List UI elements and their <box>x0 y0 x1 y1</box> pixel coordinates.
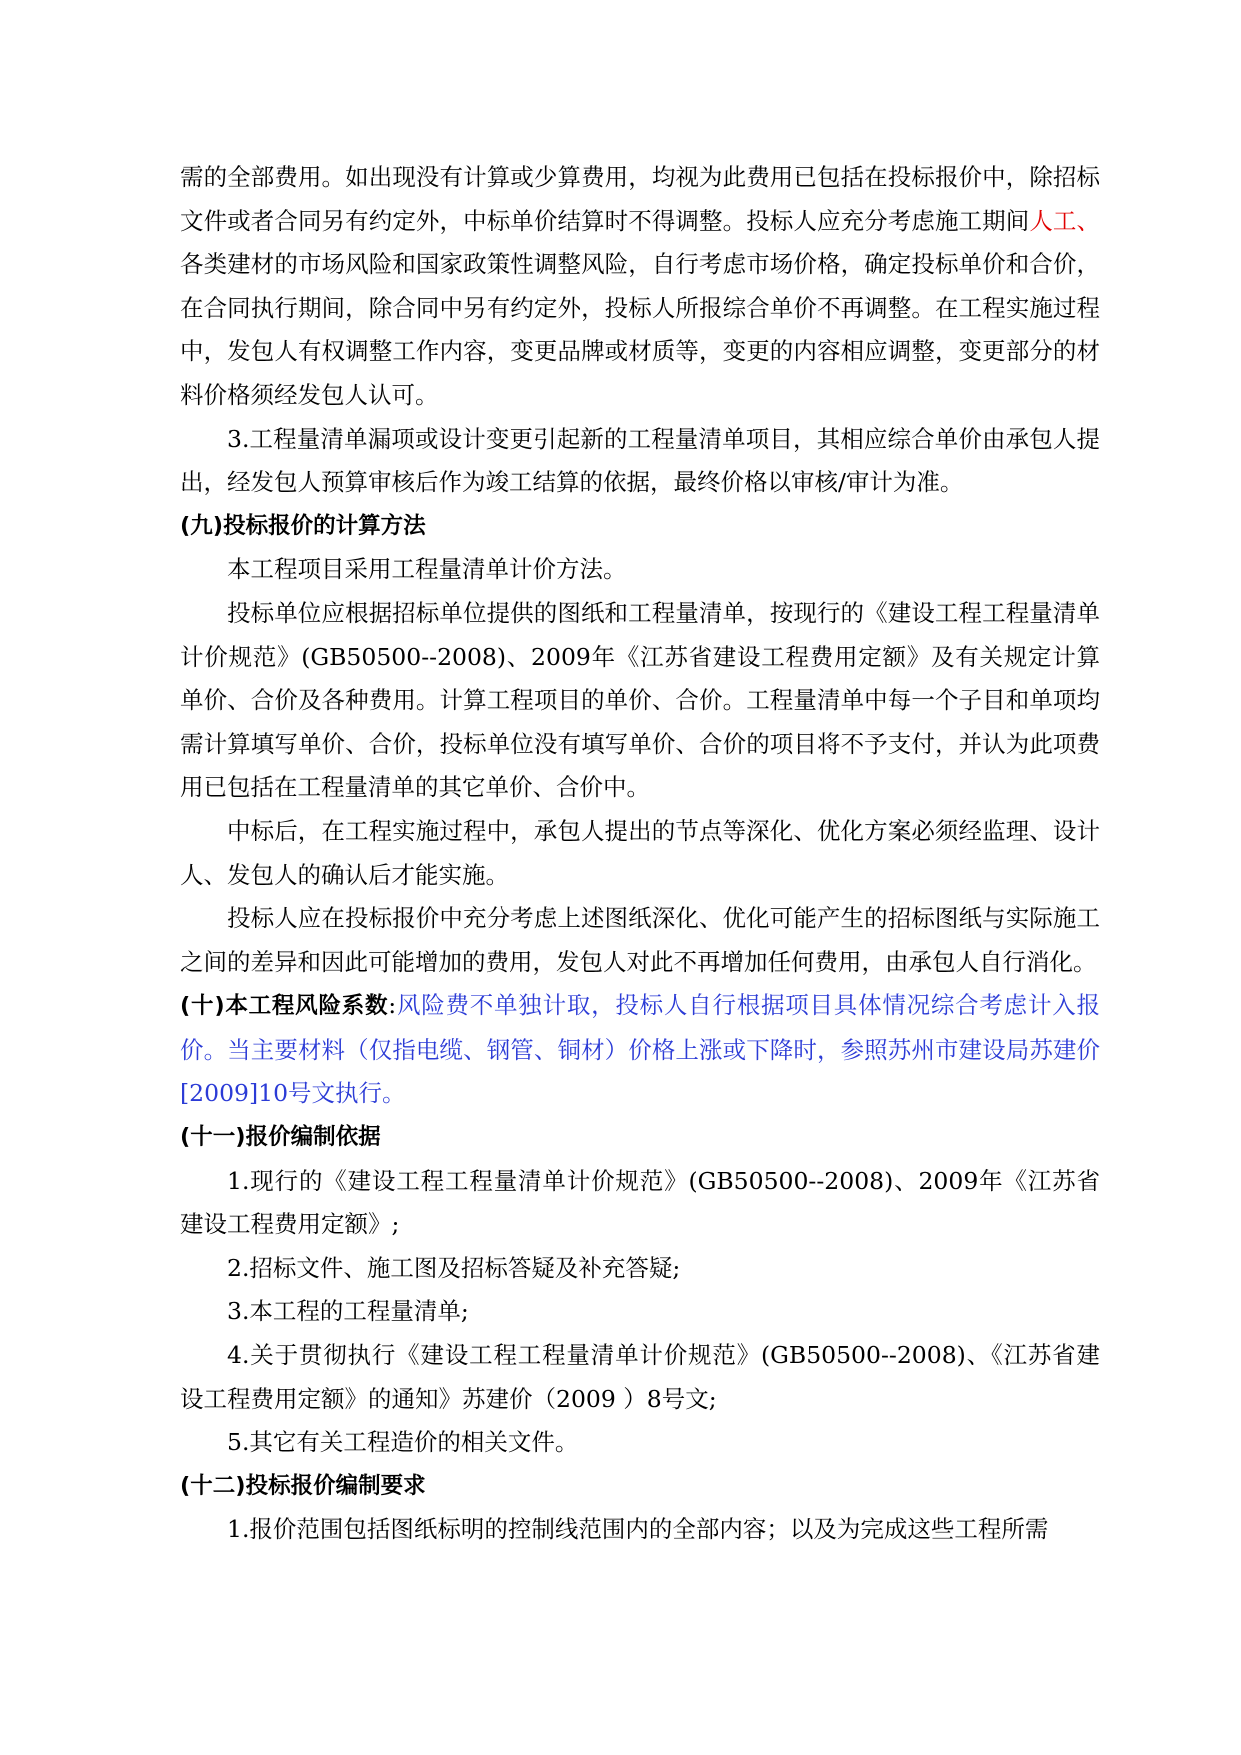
paragraph-cost-continuation <box>180 156 1100 418</box>
paragraph-pricing-basis: 投标单位应根据招标单位提供的图纸和工程量清单，按现行的《建设工程工程量清单计价规范》(GB50500--2008)、2009年《江苏省建设工程费用定额》及有关规定计算单价、合价及各种费用。计算工程项目的单价、合价。工程量清单中每一个子目和单项均需计算填写单价、合价，投标单位没有填写单价、合价的项目将不予支付，并认为此项费用已包括在工程量清单的其它单价、合价中。 <box>180 598 1100 802</box>
section-heading-10: (十)本工程风险系数 <box>180 993 389 1020</box>
paragraph-deepening-cost: 投标人应在投标报价中充分考虑上述图纸深化、优化可能产生的招标图纸与实际施工之间的差异和因此可能增加的费用，发包人对此不再增加任何费用，由承包人自行消化。 <box>180 904 1100 976</box>
paragraph-text: 各类建材的市场风险和国家政策性调整风险，自行考虑市场价格，确定投标单价和合价，在合同执行期间，除合同中另有约定外，投标人所报综合单价不再调整。在工程实施过程中，发包人有权调整工作内容，变更品牌或材质等，变更的内容相应调整，变更部分的材料价格须经发包人认可。 <box>180 250 1100 409</box>
paragraph-scope: 1.报价范围包括图纸标明的控制线范围内的全部内容；以及为完成这些工程所需 <box>227 1515 1049 1544</box>
list-item: 3.本工程的工程量清单; <box>227 1297 469 1326</box>
list-item: 5.其它有关工程造价的相关文件。 <box>227 1428 579 1457</box>
heading-colon: : <box>388 991 397 1020</box>
section-heading-12: (十二)投标报价编制要求 <box>180 1472 426 1499</box>
section-heading-11: (十一)报价编制依据 <box>180 1124 381 1151</box>
paragraph-after-award: 中标后，在工程实施过程中，承包人提出的节点等深化、优化方案必须经监理、设计人、发包人的确认后才能实施。 <box>180 816 1100 889</box>
paragraph-text: 需的全部费用。如出现没有计算或少算费用，均视为此费用已包括在投标报价中，除招标文件或者合同另有约定外，中标单价结算时不得调整。投标人应充分考虑施工期间 <box>180 163 1100 235</box>
list-item: 1.现行的《建设工程工程量清单计价规范》(GB50500--2008)、2009年《江苏省建设工程费用定额》; <box>180 1166 1100 1239</box>
risk-note: 风险费不单独计取，投标人自行根据项目具体情况综合考虑计入报价。当主要材料（仅指电缆、钢管、铜材）价格上涨或下降时，参照苏州市建设局苏建价[2009]10号文执行。 <box>180 991 1100 1108</box>
paragraph-item-3: 3.工程量清单漏项或设计变更引起新的工程量清单项目，其相应综合单价由承包人提出，经发包人预算审核后作为竣工结算的依据，最终价格以审核/审计为准。 <box>180 424 1100 497</box>
paragraph-method: 本工程项目采用工程量清单计价方法。 <box>227 555 627 584</box>
highlight-labor: 人工、 <box>1029 206 1101 235</box>
section-heading-9: (九)投标报价的计算方法 <box>180 512 426 539</box>
document-body <box>180 156 1100 1552</box>
list-item: 4.关于贯彻执行《建设工程工程量清单计价规范》(GB50500--2008)、《江苏省建设工程费用定额》的通知》苏建价（2009 ）8号文; <box>180 1341 1100 1413</box>
list-item: 2.招标文件、施工图及招标答疑及补充答疑; <box>227 1253 681 1282</box>
section-10 <box>180 984 1100 1116</box>
